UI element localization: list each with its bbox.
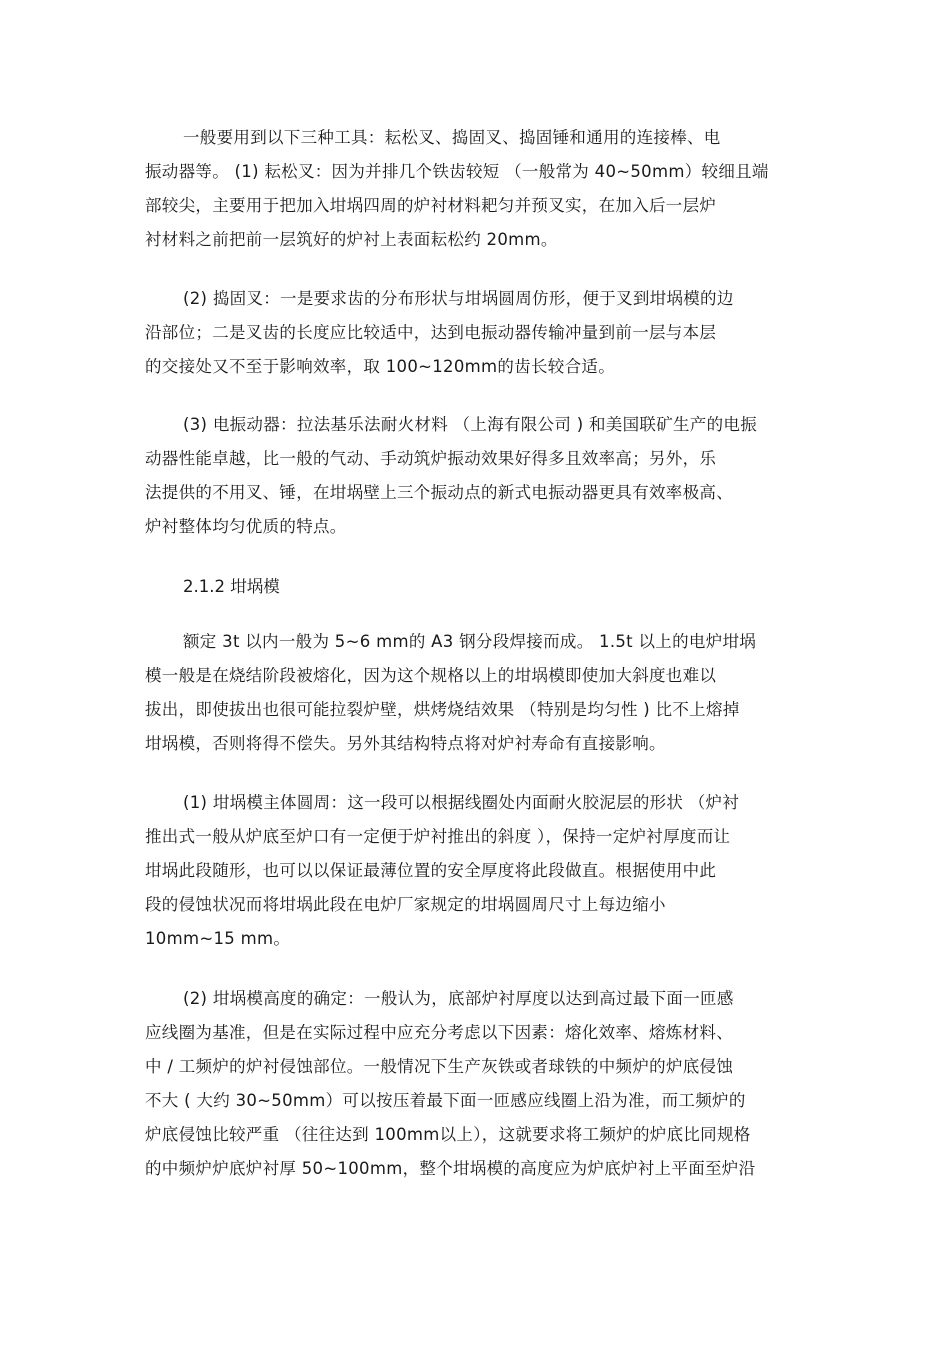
paragraph-mold-height [145, 982, 810, 1186]
text-line: (1) 坩埚模主体圆周：这一段可以根据线圈处内面耐火胶泥层的形状 （炉衬 [183, 793, 740, 812]
text-line: 坩埚此段随形，也可以以保证最薄位置的安全厚度将此段做直。根据使用中此 [145, 861, 717, 880]
text-line: (2) 坩埚模高度的确定：一般认为，底部炉衬厚度以达到高过最下面一匝感 [183, 989, 734, 1008]
text-line: 的交接处又不至于影响效率，取 100~120mm的齿长较合适。 [145, 357, 616, 376]
paragraph-tamping-fork [145, 282, 810, 384]
text-line: 10mm~15 mm。 [145, 929, 291, 948]
paragraph-electric-vibrator [145, 408, 810, 544]
text-line: (2) 捣固叉：一是要求齿的分布形状与坩埚圆周仿形，便于叉到坩埚模的边 [183, 289, 734, 308]
paragraph-mold-body-circumference [145, 786, 810, 956]
text-line: 炉衬整体均匀优质的特点。 [145, 517, 347, 536]
section-heading: 2.1.2 坩埚模 [183, 577, 280, 596]
paragraph-tools-intro [145, 121, 810, 257]
text-line: 部较尖，主要用于把加入坩埚四周的炉衬材料耙匀并预叉实，在加入后一层炉 [145, 196, 717, 215]
text-line: 法提供的不用叉、锤，在坩埚壁上三个振动点的新式电振动器更具有效率极高、 [145, 483, 733, 502]
paragraph-crucible-mold-intro [145, 625, 810, 761]
text-line: 额定 3t 以内一般为 5~6 mm的 A3 钢分段焊接而成。 1.5t 以上的电炉坩埚 [183, 632, 757, 651]
text-line: 中 / 工频炉的炉衬侵蚀部位。一般情况下生产灰铁或者球铁的中频炉的炉底侵蚀 [145, 1057, 734, 1076]
text-line: 应线圈为基准，但是在实际过程中应充分考虑以下因素：熔化效率、熔炼材料、 [145, 1023, 733, 1042]
text-line: 沿部位；二是叉齿的长度应比较适中，达到电振动器传输冲量到前一层与本层 [145, 323, 717, 342]
text-line: 动器性能卓越，比一般的气动、手动筑炉振动效果好得多且效率高；另外，乐 [145, 449, 717, 468]
text-line: 推出式一般从炉底至炉口有一定便于炉衬推出的斜度 ），保持一定炉衬厚度而让 [145, 827, 731, 846]
text-line: 一般要用到以下三种工具：耘松叉、捣固叉、捣固锤和通用的连接棒、电 [183, 128, 721, 147]
text-line: 拔出，即使拔出也很可能拉裂炉壁，烘烤烧结效果 （特别是均匀性 ) 比不上熔掉 [145, 700, 740, 719]
text-line: 段的侵蚀状况而将坩埚此段在电炉厂家规定的坩埚圆周尺寸上每边缩小 [145, 895, 666, 914]
text-line: 炉底侵蚀比较严重 （往往达到 100mm以上），这就要求将工频炉的炉底比同规格 [145, 1125, 751, 1144]
text-line: 振动器等。 (1) 耘松叉：因为并排几个铁齿较短 （一般常为 40~50mm）较细且端 [145, 162, 769, 181]
text-line: 坩埚模，否则将得不偿失。另外其结构特点将对炉衬寿命有直接影响。 [145, 734, 666, 753]
text-line: (3) 电振动器：拉法基乐法耐火材料 （上海有限公司 ) 和美国联矿生产的电振 [183, 415, 757, 434]
text-line: 的中频炉炉底炉衬厚 50~100mm，整个坩埚模的高度应为炉底炉衬上平面至炉沿 [145, 1159, 756, 1178]
text-line: 衬材料之前把前一层筑好的炉衬上表面耘松约 20mm。 [145, 230, 558, 249]
text-line: 模一般是在烧结阶段被熔化，因为这个规格以上的坩埚模即使加大斜度也难以 [145, 666, 717, 685]
text-line: 不大 ( 大约 30~50mm）可以按压着最下面一匝感应线圈上沿为准，而工频炉的 [145, 1091, 746, 1110]
